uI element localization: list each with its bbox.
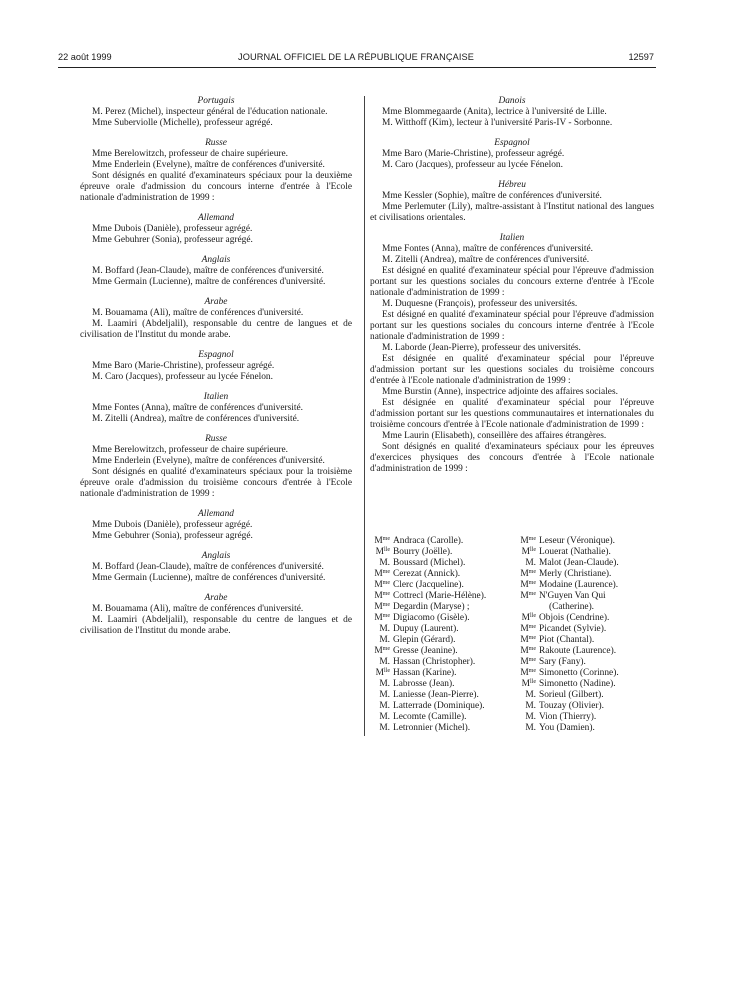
section-heading: Italien <box>499 233 525 243</box>
text-line: M. Boffard (Jean-Claude), maître de conférences d'université. <box>92 266 324 276</box>
examiner-name <box>370 657 510 668</box>
civility-title: $M^{me}$ <box>520 580 536 590</box>
text-line: M. Boffard (Jean-Claude), maître de conférences d'université. <box>92 562 324 572</box>
examiner-name <box>516 668 656 679</box>
text-line: M. Zitelli (Andrea), maître de conférences d'université. <box>382 255 590 265</box>
examiner-name-text: Digiacomo (Gisèle). <box>393 613 470 623</box>
text-line: M. Laborde (Jean-Pierre), professeur des universités. <box>382 343 581 353</box>
examiner-name <box>516 602 656 613</box>
civility-title: $M^{me}$ <box>374 646 390 656</box>
civility-title: $M^{me}$ <box>520 591 536 601</box>
section-heading: Portugais <box>197 96 235 106</box>
examiner-name-text: Merly (Christiane). <box>539 569 612 579</box>
civility-title: M. <box>379 723 390 733</box>
section-heading: Danois <box>498 96 526 106</box>
examiner-name-text: Hassan (Christopher). <box>393 657 476 667</box>
text-line: M. Bouamama (Ali), maître de conférences d'université. <box>92 604 304 614</box>
examiner-name-text: Cerezat (Annick). <box>393 569 461 579</box>
section-heading: Italien <box>203 392 229 402</box>
examiner-name-text: N'Guyen Van Qui <box>539 591 606 601</box>
text-line: M. Zitelli (Andrea), maître de conférences d'université. <box>92 414 300 424</box>
page-number: 12597 <box>628 52 654 62</box>
journal-title: JOURNAL OFFICIEL DE LA RÉPUBLIQUE FRANÇAISE <box>238 52 474 62</box>
section-heading: Arabe <box>204 593 228 603</box>
examiner-name <box>370 624 510 635</box>
civility-title: $M^{me}$ <box>520 536 536 546</box>
examiner-name <box>516 580 656 591</box>
paragraph: M. Laamiri (Abdeljalil), responsable du centre de langues et de civilisation de l'Institut du monde arabe. <box>80 615 352 636</box>
examiner-name-text: Piot (Chantal). <box>539 635 595 645</box>
paragraph: Est désignée en qualité d'examinateur spécial pour l'épreuve d'admission portant sur les questions sociales du troisième concours d'entrée à l'Ecole nationale d'administration de 1999 : <box>370 354 654 386</box>
text-line: Mme Gebuhrer (Sonia), professeur agrégé. <box>92 235 253 245</box>
column-divider <box>364 96 365 736</box>
examiner-name-text: Letronnier (Michel). <box>393 723 471 733</box>
paragraph: M. Laamiri (Abdeljalil), responsable du centre de langues et de civilisation de l'Institut du monde arabe. <box>80 319 352 340</box>
civility-title: $M^{lle}$ <box>375 668 390 678</box>
examiner-name <box>516 712 656 723</box>
left-column <box>80 96 352 637</box>
examiner-name-text: Andraca (Carolle). <box>393 536 464 546</box>
civility-title: M. <box>379 679 390 689</box>
examiner-name <box>370 558 510 569</box>
examiner-name <box>370 547 510 558</box>
text-line: Mme Berelowitzch, professeur de chaire supérieure. <box>92 149 289 159</box>
page-header <box>58 50 654 66</box>
text-line: Mme Fontes (Anna), maître de conférences d'université. <box>92 403 303 413</box>
examiner-name <box>516 624 656 635</box>
civility-title: M. <box>525 723 536 733</box>
examiner-name-text: Labrosse (Jean). <box>393 679 455 689</box>
examiner-name <box>370 591 510 602</box>
examiner-name-text: Picandet (Sylvie). <box>539 624 607 634</box>
examiner-name-text: Lecomte (Camille). <box>393 712 467 722</box>
civility-title: M. <box>379 690 390 700</box>
examiner-name-text: Louerat (Nathalie). <box>539 547 611 557</box>
civility-title: $M^{me}$ <box>520 635 536 645</box>
civility-title: $M^{me}$ <box>520 668 536 678</box>
examiner-name-text: Bourry (Joëlle). <box>393 547 453 557</box>
examiner-name-text: Rakoute (Laurence). <box>539 646 617 656</box>
section-heading: Espagnol <box>198 350 234 360</box>
civility-title: $M^{me}$ <box>374 569 390 579</box>
civility-title: $M^{lle}$ <box>375 547 390 557</box>
examiner-name <box>516 679 656 690</box>
civility-title: $M^{lle}$ <box>521 679 536 689</box>
examiner-name-text: Simonetto (Corinne). <box>539 668 619 678</box>
examiner-name <box>370 701 510 712</box>
text-line: Mme Gebuhrer (Sonia), professeur agrégé. <box>92 531 253 541</box>
text-line: Mme Suberviolle (Michelle), professeur agrégé. <box>92 118 273 128</box>
text-line: Mme Blommegaarde (Anita), lectrice à l'université de Lille. <box>382 107 607 117</box>
text-line: M. Caro (Jacques), professeur au lycée Fénelon. <box>92 372 273 382</box>
examiner-name-text: Malot (Jean-Claude). <box>539 558 619 568</box>
examiner-name <box>516 635 656 646</box>
issue-date: 22 août 1999 <box>58 52 112 62</box>
civility-title: M. <box>379 635 390 645</box>
civility-title: M. <box>525 712 536 722</box>
examiner-name <box>370 668 510 679</box>
section-heading: Russe <box>205 434 227 444</box>
examiner-name-text: (Catherine). <box>549 602 595 612</box>
paragraph: Sont désignés en qualité d'examinateurs spéciaux pour la deuxième épreuve orale d'admission du concours interne d'entrée à l'Ecole nationale d'administration de 1999 : <box>80 171 352 203</box>
examiner-name <box>516 701 656 712</box>
examiner-name-text: Clerc (Jacqueline). <box>393 580 464 590</box>
text-line: Mme Enderlein (Evelyne), maître de conférences d'université. <box>92 456 325 466</box>
civility-title: $M^{me}$ <box>374 602 390 612</box>
civility-title: $M^{me}$ <box>374 591 390 601</box>
examiner-name <box>370 679 510 690</box>
examiner-name <box>370 635 510 646</box>
text-line: Mme Berelowitzch, professeur de chaire supérieure. <box>92 445 289 455</box>
examiner-name-text: Degardin (Maryse) ; <box>393 602 470 612</box>
text-line: Mme Baro (Marie-Christine), professeur agrégé. <box>92 361 275 371</box>
examiner-name-text: Gresse (Jeanine). <box>393 646 458 656</box>
examiner-name <box>516 558 656 569</box>
examiner-name <box>516 657 656 668</box>
text-line: Mme Dubois (Danièle), professeur agrégé. <box>92 520 253 530</box>
examiner-name <box>370 690 510 701</box>
section-heading: Hébreu <box>498 180 526 190</box>
examiner-name <box>370 723 510 734</box>
examiner-name-text: Dupuy (Laurent). <box>393 624 459 634</box>
examiner-name-text: Glepin (Gérard). <box>393 635 456 645</box>
civility-title: M. <box>525 701 536 711</box>
text-line: Mme Laurin (Elisabeth), conseillère des affaires étrangères. <box>382 431 607 441</box>
examiner-name <box>516 547 656 558</box>
civility-title: M. <box>379 712 390 722</box>
examiner-list-column-2 <box>516 536 656 734</box>
paragraph: Sont désignés en qualité d'examinateurs spéciaux pour les épreuves d'exercices physiques des concours d'entrée à l'Ecole nationale d'administration de 1999 : <box>370 442 654 474</box>
examiner-name <box>516 536 656 547</box>
examiner-name <box>370 602 510 613</box>
examiner-name-text: Latterrade (Dominique). <box>393 701 485 711</box>
text-line: M. Perez (Michel), inspecteur général de l'éducation nationale. <box>92 107 328 117</box>
examiner-name-text: Leseur (Véronique). <box>539 536 616 546</box>
text-line: M. Duquesne (François), professeur des universités. <box>382 299 578 309</box>
paragraph: Est désigné en qualité d'examinateur spécial pour l'épreuve d'admission portant sur les questions sociales du concours interne d'entrée à l'Ecole nationale d'administration de 1999 : <box>370 310 654 342</box>
section-heading: Espagnol <box>494 138 530 148</box>
examiner-name-text: Hassan (Karine). <box>393 668 457 678</box>
paragraph: Est désignée en qualité d'examinateur spécial pour l'épreuve d'admission portant sur les questions communautaires et internationales du troisième concours d'entrée à l'Ecole nationale d'administration de 1999 : <box>370 398 654 430</box>
civility-title: $M^{me}$ <box>374 613 390 623</box>
section-heading: Anglais <box>201 255 231 265</box>
section-heading: Russe <box>205 138 227 148</box>
examiner-name <box>516 569 656 580</box>
text-line: Mme Fontes (Anna), maître de conférences d'université. <box>382 244 593 254</box>
examiner-name-text: Laniesse (Jean-Pierre). <box>393 690 479 700</box>
civility-title: M. <box>379 624 390 634</box>
examiner-name <box>370 646 510 657</box>
examiner-name-text: Touzay (Olivier). <box>539 701 604 711</box>
examiner-name-text: Sary (Fany). <box>539 657 586 667</box>
text-line: Mme Germain (Lucienne), maître de conférences d'université. <box>92 573 326 583</box>
civility-title: M. <box>379 558 390 568</box>
examiner-name-text: Objois (Cendrine). <box>539 613 610 623</box>
examiner-name <box>516 723 656 734</box>
examiner-name <box>370 536 510 547</box>
text-line: Mme Kessler (Sophie), maître de conférences d'université. <box>382 191 602 201</box>
civility-title: M. <box>525 558 536 568</box>
examiner-name <box>370 613 510 624</box>
paragraph: Sont désignés en qualité d'examinateurs spéciaux pour la troisième épreuve orale d'admission du troisième concours d'entrée à l'Ecole nationale d'administration de 1999 : <box>80 467 352 499</box>
civility-title: $M^{me}$ <box>374 580 390 590</box>
text-line: M. Bouamama (Ali), maître de conférences d'université. <box>92 308 304 318</box>
examiner-name-text: You (Damien). <box>539 723 595 733</box>
examiner-name-text: Vion (Thierry). <box>539 712 597 722</box>
text-line: M. Witthoff (Kim), lecteur à l'université Paris-IV - Sorbonne. <box>382 118 613 128</box>
civility-title: M. <box>379 701 390 711</box>
examiner-name-text: Boussard (Michel). <box>393 558 466 568</box>
paragraph: Mme Perlemuter (Lily), maître-assistant à l'Institut national des langues et civilisations orientales. <box>370 202 654 223</box>
examiner-name <box>516 591 656 602</box>
examiner-name <box>516 613 656 624</box>
text-line: Mme Enderlein (Evelyne), maître de conférences d'université. <box>92 160 325 170</box>
text-line: Mme Burstin (Anne), inspectrice adjointe des affaires sociales. <box>382 387 618 397</box>
text-line: Mme Germain (Lucienne), maître de conférences d'université. <box>92 277 326 287</box>
section-heading: Allemand <box>198 509 234 519</box>
civility-title: $M^{me}$ <box>520 646 536 656</box>
civility-title: $M^{me}$ <box>374 536 390 546</box>
civility-title: $M^{me}$ <box>520 569 536 579</box>
civility-title: M. <box>525 690 536 700</box>
header-rule <box>58 67 656 68</box>
right-column <box>370 96 654 475</box>
section-heading: Arabe <box>204 297 228 307</box>
examiner-name-text: Sorieul (Gilbert). <box>539 690 604 700</box>
text-line: M. Caro (Jacques), professeur au lycée Fénelon. <box>382 160 563 170</box>
section-heading: Allemand <box>198 213 234 223</box>
civility-title: M. <box>379 657 390 667</box>
examiner-name-text: Modaine (Laurence). <box>539 580 619 590</box>
examiner-name <box>370 569 510 580</box>
text-line: Mme Baro (Marie-Christine), professeur agrégé. <box>382 149 565 159</box>
civility-title: $M^{lle}$ <box>521 547 536 557</box>
examiner-name <box>516 646 656 657</box>
civility-title: $M^{me}$ <box>520 624 536 634</box>
text-line: Mme Dubois (Danièle), professeur agrégé. <box>92 224 253 234</box>
examiner-name-text: Cottrecl (Marie-Hélène). <box>393 591 487 601</box>
section-heading: Anglais <box>201 551 231 561</box>
examiner-name <box>370 712 510 723</box>
examiner-name <box>370 580 510 591</box>
paragraph: Est désigné en qualité d'examinateur spécial pour l'épreuve d'admission portant sur les questions sociales du concours externe d'entrée à l'Ecole nationale d'administration de 1999 : <box>370 266 654 298</box>
civility-title: $M^{lle}$ <box>521 613 536 623</box>
examiner-list-column-1 <box>370 536 510 734</box>
examiner-name <box>516 690 656 701</box>
examiner-name-text: Simonetto (Nadine). <box>539 679 616 689</box>
civility-title: $M^{me}$ <box>520 657 536 667</box>
